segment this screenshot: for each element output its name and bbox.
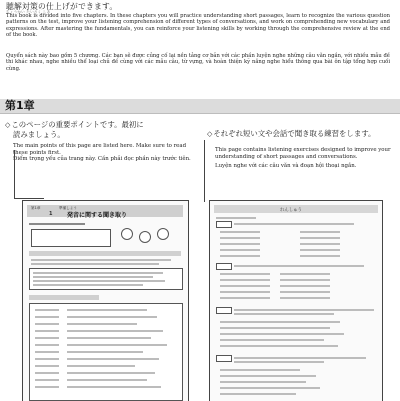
intro-english-paragraph: This book is divided into five chapters. In these chapters you will practice understanding short passages, learn to recognize the various question patterns on the test, improve your listening comprehension of different types of conversations, and work on comprehending new vocabulary and expressions. After mastering the fundamentals, you can reinforce your listening skills by working through the comprehensive review at the end of the book. <box>6 13 390 39</box>
illustration-box <box>31 229 111 247</box>
subheading-band <box>29 295 99 300</box>
text-line <box>220 387 320 389</box>
text-line <box>220 249 260 251</box>
text-line <box>220 339 324 341</box>
text-line <box>67 330 163 332</box>
diamond-bullet-icon: ◇ <box>207 130 213 138</box>
left-callout-heading-line1: このページの重要ポイントです。最初に <box>11 120 144 129</box>
text-line <box>234 223 354 225</box>
text-line <box>220 279 270 281</box>
text-line <box>67 344 167 346</box>
text-line <box>280 279 330 281</box>
text-line <box>35 358 59 360</box>
text-line <box>220 291 270 293</box>
text-line <box>35 323 59 325</box>
text-line <box>33 272 163 274</box>
chapter-title: 第1章 <box>5 99 35 112</box>
text-line <box>67 316 157 318</box>
text-line <box>35 344 59 346</box>
text-line <box>280 273 330 275</box>
text-line <box>220 285 270 287</box>
text-line <box>300 243 340 245</box>
chapter-header-band <box>0 99 400 114</box>
left-callout-heading-line2: 読みましょう。 <box>13 130 65 139</box>
text-line <box>35 330 59 332</box>
table-header <box>29 251 181 256</box>
question-number-box <box>216 355 232 362</box>
text-line <box>67 372 155 374</box>
text-line <box>234 309 374 311</box>
question-number-box <box>216 307 232 314</box>
right-callout <box>207 129 393 170</box>
text-line <box>220 255 260 257</box>
lesson-tag: 準備しよう <box>59 206 77 210</box>
left-callout <box>5 120 195 163</box>
text-line <box>220 333 344 335</box>
text-line <box>220 369 300 371</box>
right-callout-vietnamese: Luyện nghe với các câu văn và đoạn hội thoại ngắn. <box>215 163 357 170</box>
character-illustration-icon <box>157 228 169 240</box>
text-line <box>220 381 306 383</box>
lesson-number: 1 <box>49 211 53 217</box>
text-line <box>35 386 59 388</box>
text-line <box>67 365 135 367</box>
text-line <box>35 309 59 311</box>
callout-connector-line <box>14 198 44 199</box>
diamond-bullet-icon: ◇ <box>5 121 11 129</box>
left-callout-vietnamese: Điểm trọng yếu của trang này. Cần phải đọc phần này trước tiên. <box>13 156 191 163</box>
text-line <box>220 375 316 377</box>
text-line <box>67 386 161 388</box>
text-line <box>300 237 340 239</box>
text-line <box>33 276 153 278</box>
text-line <box>31 259 171 261</box>
text-line <box>280 285 330 287</box>
intro-title <box>6 1 390 12</box>
lesson-title: 発音に関する聞き取り <box>67 212 128 219</box>
lesson-chapter-tag: 第1章 <box>31 206 41 210</box>
text-line <box>300 255 340 257</box>
text-line <box>67 337 151 339</box>
text-line <box>234 313 334 315</box>
text-line <box>220 345 338 347</box>
text-line <box>234 361 324 363</box>
text-line <box>220 237 260 239</box>
text-line <box>216 217 256 219</box>
question-number-box <box>216 263 232 270</box>
text-line <box>234 265 364 267</box>
intro-title-furigana: ちょうかい たいさく しあ <box>6 10 51 14</box>
text-line <box>220 243 260 245</box>
text-line <box>300 231 340 233</box>
text-line <box>67 351 143 353</box>
text-line <box>35 337 59 339</box>
text-line <box>67 358 159 360</box>
practice-header-label: れんしゅう <box>280 208 302 213</box>
text-line <box>220 273 270 275</box>
text-line <box>220 327 330 329</box>
sample-page-right <box>209 200 383 401</box>
text-line <box>67 379 147 381</box>
text-line <box>220 297 270 299</box>
intro-title-text: 聴解対策の仕上げができます。 <box>6 2 118 11</box>
text-line <box>35 365 59 367</box>
text-line <box>220 393 296 395</box>
character-illustration-icon <box>139 231 151 243</box>
left-callout-english: The main points of this page are listed here. Make sure to read these points first. <box>13 143 187 156</box>
text-line <box>31 263 159 265</box>
text-line <box>33 280 165 282</box>
text-line <box>33 284 143 286</box>
intro-vietnamese-paragraph: Quyển sách này bao gồm 5 chương. Các bạn sẽ được củng cố lại nền tảng cơ bản với các phần luyện nghe những câu văn ngắn, với nhiều mẫu đề thi khác nhau, nghe nhiều thể loại chủ đề cùng với các mẫu câu, từ vựng, và hoàn thiện kỹ năng nghe hiểu thông qua bài ôn tập tổng hợp cuối cùng. <box>6 53 390 72</box>
right-callout-english: This page contains listening exercises designed to improve your understanding of short passages and conversations. <box>215 147 391 160</box>
text-line <box>220 321 340 323</box>
text-line <box>35 316 59 318</box>
right-callout-heading: それぞれ短い文や会話で聞き取る練習をします。 <box>213 129 376 138</box>
text-line <box>35 351 59 353</box>
question-number-box <box>216 221 232 228</box>
sample-page-left <box>22 200 189 401</box>
text-line <box>220 231 260 233</box>
text-line <box>234 357 366 359</box>
text-line <box>35 379 59 381</box>
text-line <box>29 223 85 225</box>
text-line <box>67 323 137 325</box>
text-line <box>280 291 330 293</box>
callout-connector-line <box>14 150 15 198</box>
character-illustration-icon <box>121 228 133 240</box>
text-line <box>35 372 59 374</box>
text-line <box>280 297 330 299</box>
text-line <box>67 309 147 311</box>
text-line <box>300 249 340 251</box>
callout-connector-line <box>204 140 205 202</box>
